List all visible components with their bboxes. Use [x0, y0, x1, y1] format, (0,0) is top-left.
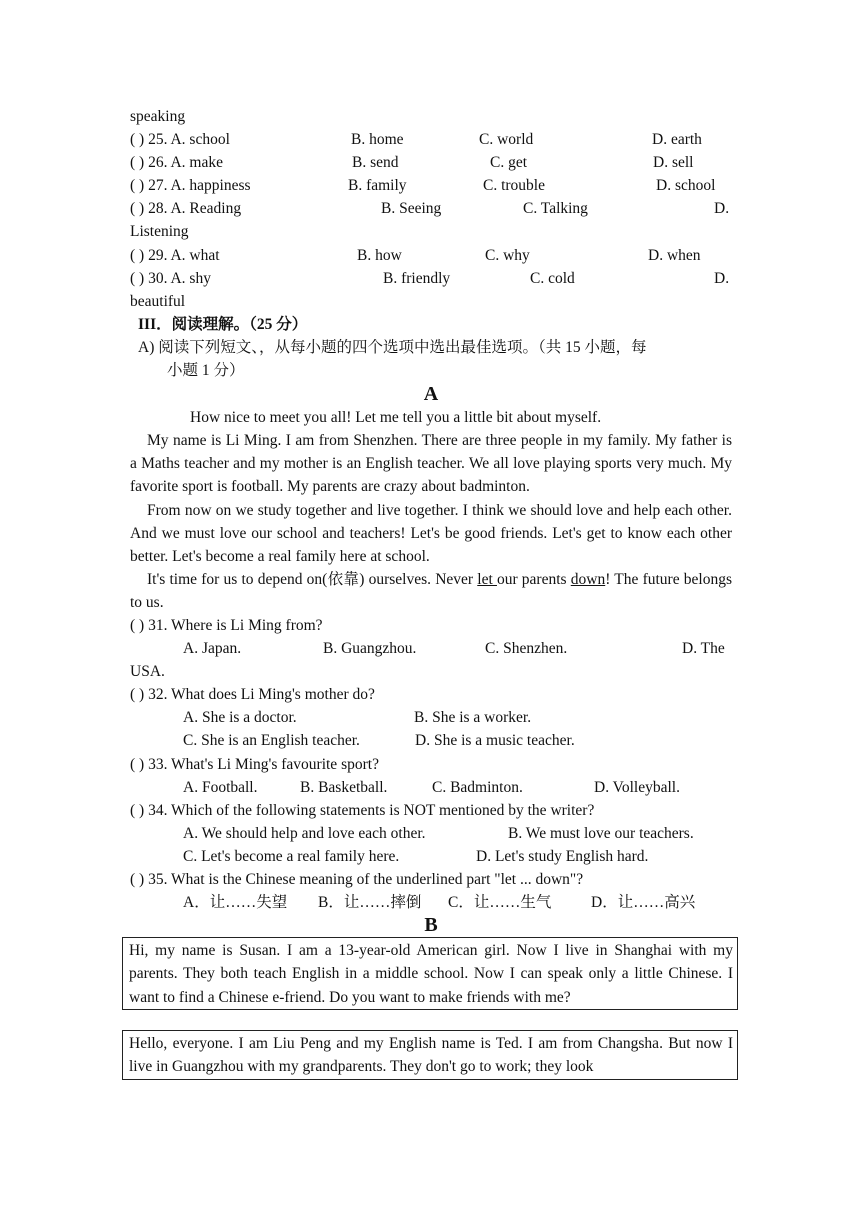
underlined-down: down	[570, 570, 606, 588]
question-25: ( ) 25. A. school B. home C. world D. earth	[130, 131, 702, 149]
cloze-wrap-word: beautiful	[130, 292, 186, 310]
passage-a-paragraph: From now on we study together and live together. I think we should love and help each other. And we must love our school and teachers! Let's be good friends. Let's get to know each other better. Let's become a real family here at school.	[130, 501, 732, 565]
passage-a-intro: How nice to meet you all! Let me tell you a little bit about myself.	[190, 409, 602, 427]
question-30: ( ) 30. A. shy B. friendly C. cold D.	[130, 269, 730, 287]
underlined-let: let	[477, 570, 497, 588]
question-34-options: A. We should help and love each other. B. We must love our teachers.	[183, 824, 694, 842]
text-box-susan: Hi, my name is Susan. I am a 13-year-old American girl. Now I live in Shanghai with my parents. They both teach English in a middle school. Now I can speak only a little Chinese. I want to find a Chinese e-friend. Do you want to make friends with me?	[122, 937, 738, 1010]
passage-a-paragraph: It's time for us to depend on(依靠) ourselves. Never let our parents down! The future belongs to us.	[130, 570, 732, 611]
question-26: ( ) 26. A. make B. send C. get D. sell	[130, 154, 694, 172]
question-31-options: A. Japan. B. Guangzhou. C. Shenzhen. D. The	[183, 640, 725, 658]
cloze-wrap-word: speaking	[130, 108, 186, 125]
passage-a-paragraph: My name is Li Ming. I am from Shenzhen. There are three people in my family. My father is a Maths teacher and my mother is an English teacher. We all love playing sports very much. My favorite sport is football. My parents are crazy about badminton.	[130, 432, 732, 496]
section-instructions-cont: 小题 1 分）	[167, 362, 245, 380]
question-31-stem: ( ) 31. Where is Li Ming from?	[130, 616, 323, 634]
question-28: ( ) 28. A. Reading B. Seeing C. Talking D.	[130, 200, 730, 218]
question-27: ( ) 27. A. happiness B. family C. trouble D. school	[130, 177, 716, 195]
question-29: ( ) 29. A. what B. how C. why D. when	[130, 246, 701, 264]
section-title: III．阅读理解。（25 分）	[138, 315, 308, 333]
question-35-options: A．让……失望 B．让……摔倒 C．让……生气 D．让……高兴	[183, 894, 696, 912]
question-33-stem: ( ) 33. What's Li Ming's favourite sport?	[130, 755, 379, 773]
question-34-stem: ( ) 34. Which of the following statements is NOT mentioned by the writer?	[130, 801, 595, 819]
question-34-options: C. Let's become a real family here. D. Let's study English hard.	[183, 847, 649, 865]
section-instructions: A) 阅读下列短文、，从每小题的四个选项中选出最佳选项。（共 15 小题，每	[138, 338, 647, 356]
passage-a-heading: A	[423, 383, 439, 406]
exam-page	[130, 105, 732, 1080]
question-35-stem: ( ) 35. What is the Chinese meaning of the underlined part "let ... down"?	[130, 871, 584, 888]
passage-b-heading: B	[424, 914, 438, 937]
question-32-stem: ( ) 32. What does Li Ming's mother do?	[130, 686, 375, 704]
cloze-wrap-word: Listening	[130, 223, 189, 241]
question-32-options: C. She is an English teacher. D. She is a music teacher.	[183, 732, 575, 750]
text-box-liu-peng: Hello, everyone. I am Liu Peng and my English name is Ted. I am from Changsha. But now I live in Guangzhou with my grandparents. They don't go to work; they look	[122, 1030, 738, 1080]
question-31-wrap: USA.	[130, 663, 165, 681]
question-32-options: A. She is a doctor. B. She is a worker.	[183, 709, 532, 727]
question-33-options: A. Football. B. Basketball. C. Badminton. D. Volleyball.	[183, 778, 680, 796]
